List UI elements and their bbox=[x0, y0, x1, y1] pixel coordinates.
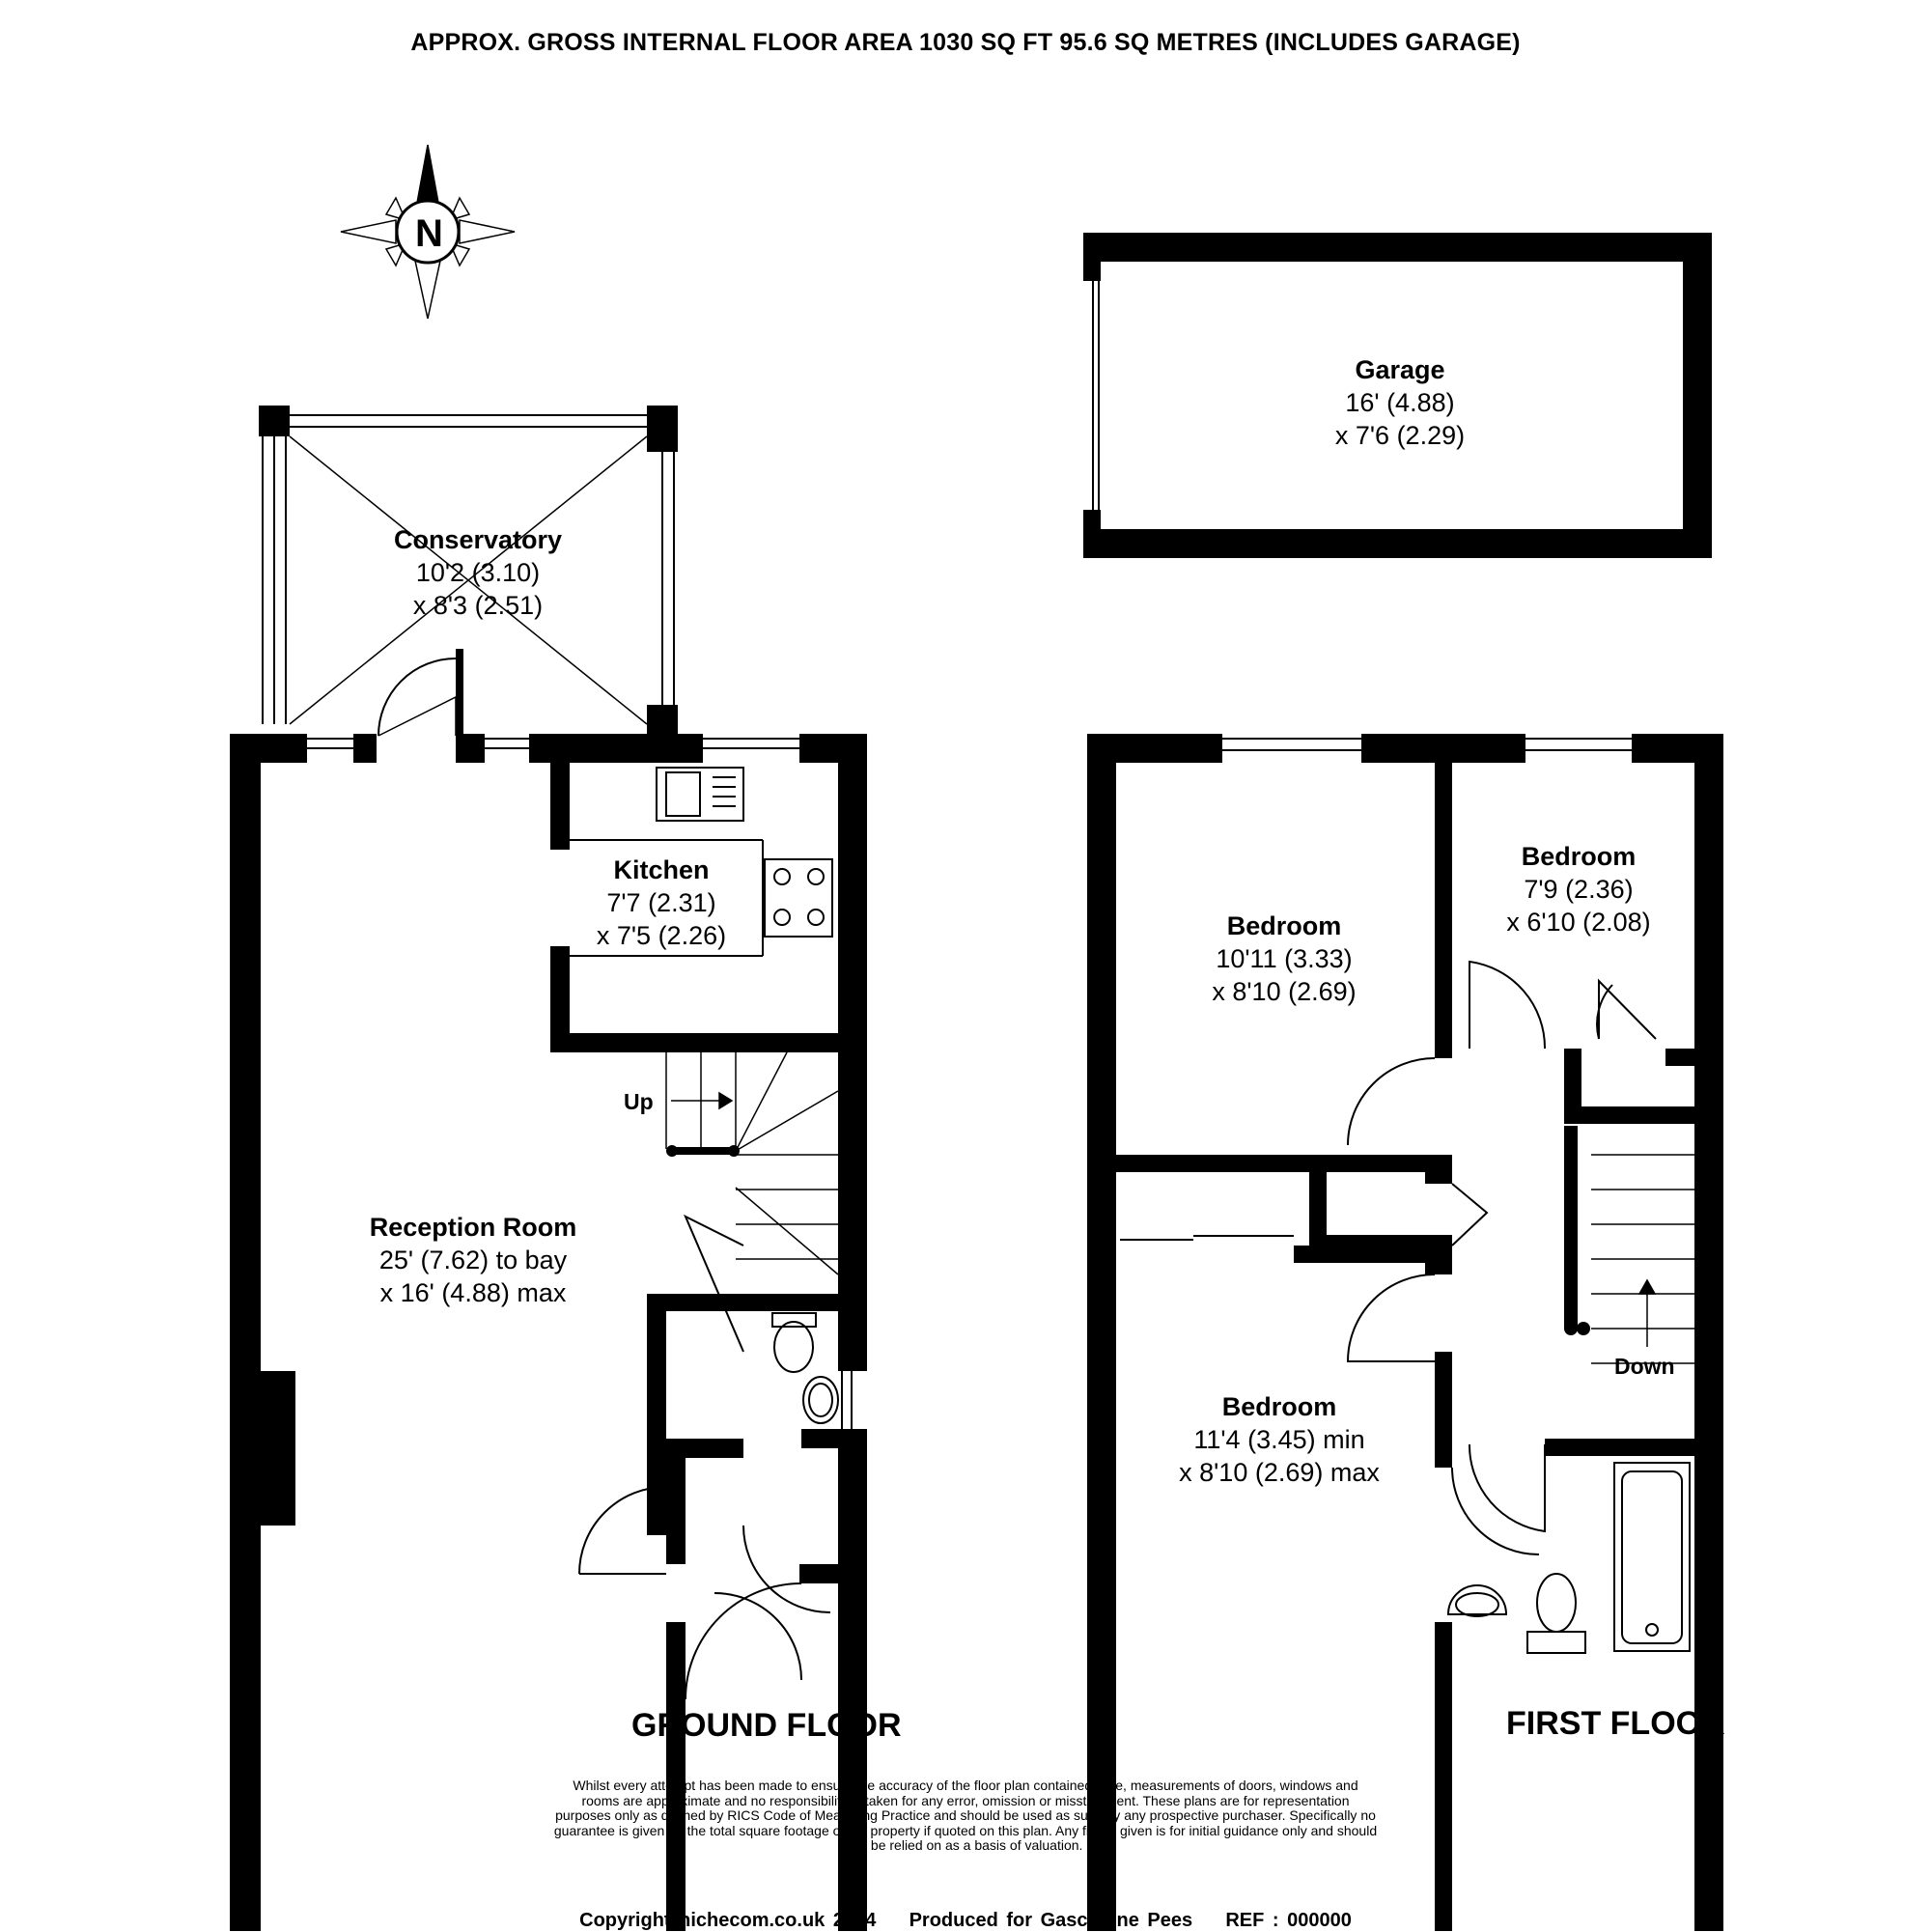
reference-text: REF : 000000 bbox=[1225, 1910, 1352, 1931]
room-name: Bedroom bbox=[1226, 911, 1342, 940]
room-label-bedroom-1 bbox=[1178, 910, 1390, 1008]
room-dimension: 16' (4.88) bbox=[1345, 388, 1455, 417]
first-floor-label: FIRST FLOOR bbox=[1506, 1705, 1725, 1742]
room-dimension: x 16' (4.88) max bbox=[379, 1278, 567, 1307]
disclaimer-line: purposes only as defined by RICS Code of Measuring Practice and should be used as such by any prospective purchaser. Specifically no bbox=[555, 1807, 1376, 1823]
room-dimension: x 8'3 (2.51) bbox=[412, 591, 544, 620]
disclaimer-line: not be relied on as a basis of valuation. bbox=[848, 1837, 1083, 1853]
room-dimension: 10'2 (3.10) bbox=[415, 558, 541, 587]
room-dimension: 7'7 (2.31) bbox=[606, 888, 716, 917]
room-label-conservatory bbox=[372, 523, 584, 622]
disclaimer-line: rooms are approximate and no responsibility is taken for any error, omission or misstatement. These plans are for representation bbox=[581, 1792, 1350, 1808]
first-floor-stairs bbox=[1591, 1155, 1694, 1363]
footer bbox=[0, 1910, 1931, 1932]
room-label-reception bbox=[328, 1211, 618, 1309]
ground-floor-stairs bbox=[666, 1052, 838, 1274]
room-name: Bedroom bbox=[1221, 1392, 1337, 1421]
room-dimension: x 8'10 (2.69) max bbox=[1179, 1458, 1380, 1487]
room-dimension: x 7'5 (2.26) bbox=[596, 921, 727, 950]
room-name: Bedroom bbox=[1521, 842, 1637, 871]
disclaimer-line: guarantee is given on the total square footage of the property if quoted on this plan. Any figure given is for initial guidance only and should bbox=[553, 1822, 1378, 1838]
room-label-garage bbox=[1303, 353, 1497, 452]
room-name: Conservatory bbox=[393, 525, 563, 554]
stairs-down-label: Down bbox=[1614, 1354, 1675, 1379]
compass-letter: N bbox=[415, 212, 443, 255]
copyright-text: Copyright nichecom.co.uk 2014 bbox=[579, 1910, 877, 1931]
room-name: Kitchen bbox=[613, 855, 710, 884]
room-dimension: x 7'6 (2.29) bbox=[1334, 421, 1466, 450]
disclaimer-line: Whilst every attempt has been made to ensure the accuracy of the floor plan contained here, measurements of doors, windows and bbox=[573, 1778, 1358, 1793]
room-dimension: x 6'10 (2.08) bbox=[1506, 908, 1651, 937]
room-label-kitchen bbox=[565, 854, 758, 952]
wc-fittings bbox=[772, 1313, 838, 1423]
ground-floor-walls bbox=[230, 734, 867, 1931]
disclaimer-text bbox=[454, 1778, 1477, 1854]
room-dimension: x 8'10 (2.69) bbox=[1212, 977, 1357, 1006]
floor-area-header: APPROX. GROSS INTERNAL FLOOR AREA 1030 SQ FT 95.6 SQ METRES (INCLUDES GARAGE) bbox=[410, 29, 1521, 56]
room-dimension: 25' (7.62) to bay bbox=[378, 1246, 568, 1274]
room-dimension: 10'11 (3.33) bbox=[1216, 944, 1353, 973]
room-name: Garage bbox=[1355, 355, 1445, 384]
bathroom-fittings bbox=[1448, 1463, 1690, 1653]
room-label-bedroom-3 bbox=[1139, 1390, 1419, 1489]
room-label-bedroom-2 bbox=[1477, 840, 1680, 938]
stairs-up-label: Up bbox=[624, 1089, 654, 1114]
room-dimension: 11'4 (3.45) min bbox=[1193, 1425, 1365, 1454]
produced-for-text: Produced for Gascoigne Pees bbox=[909, 1910, 1193, 1931]
ground-floor-label: GROUND FLOOR bbox=[631, 1707, 902, 1744]
room-dimension: 7'9 (2.36) bbox=[1524, 875, 1634, 904]
room-name: Reception Room bbox=[369, 1213, 577, 1242]
